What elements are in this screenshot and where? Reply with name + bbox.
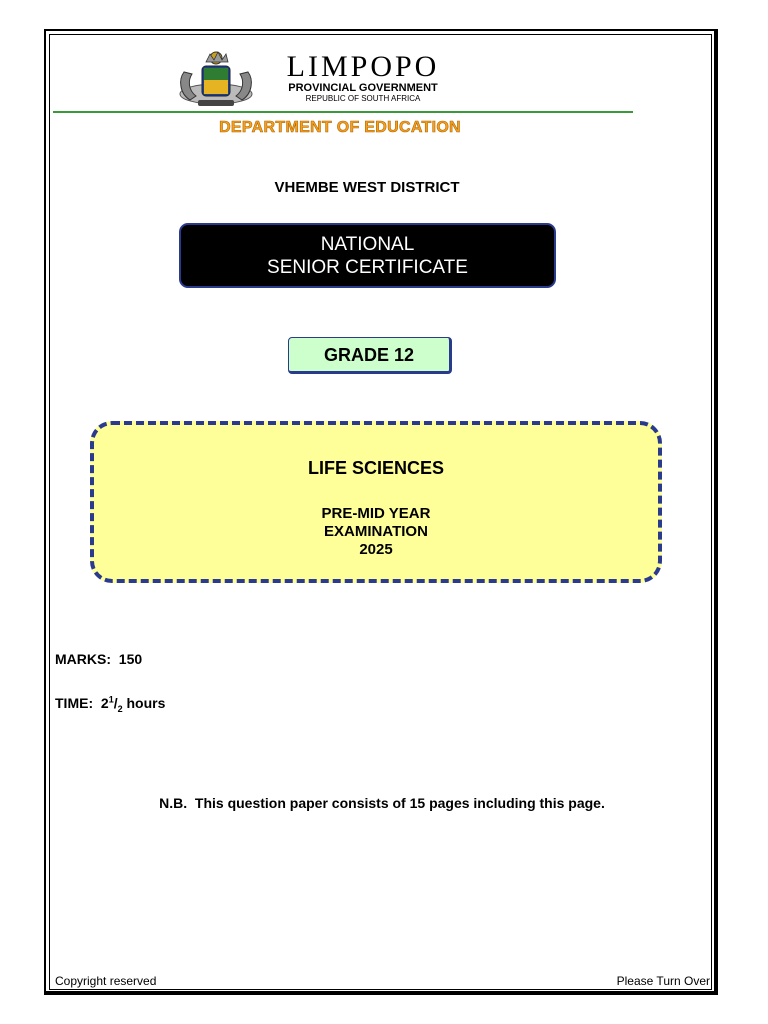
- marks-line: [55, 650, 142, 668]
- time-numerator: 1: [108, 694, 114, 705]
- certificate-line-2: SENIOR CERTIFICATE: [267, 257, 468, 278]
- provincial-government-text: PROVINCIAL GOVERNMENT: [288, 82, 438, 94]
- certificate-line-1: NATIONAL: [320, 234, 415, 255]
- time-whole: 2: [100, 695, 109, 711]
- district-title: VHEMBE WEST DISTRICT: [274, 179, 460, 196]
- subject-box: [90, 421, 662, 583]
- time-unit: hours: [126, 695, 166, 711]
- grade-box: GRADE 12: [288, 337, 452, 374]
- coat-of-arms-icon: [176, 50, 256, 110]
- time-denominator: 2: [117, 703, 123, 714]
- exam-line-2: EXAMINATION: [324, 523, 428, 540]
- department-title: DEPARTMENT OF EDUCATION: [219, 119, 461, 136]
- footer-copyright: Copyright reserved: [55, 974, 157, 988]
- subject-name: LIFE SCIENCES: [307, 458, 445, 478]
- header-green-rule: [53, 111, 633, 113]
- exam-line-1: PRE-MID YEAR: [321, 505, 431, 522]
- page-count-note: N.B. This question paper consists of 15 pages including this page.: [159, 795, 605, 811]
- time-slash: /: [113, 695, 118, 711]
- exam-year: 2025: [359, 541, 393, 558]
- limpopo-logo-word: LIMPOPO: [286, 50, 440, 83]
- certificate-box: [179, 223, 556, 288]
- marks-value: 150: [118, 651, 143, 667]
- footer-turn-over: Please Turn Over: [616, 974, 710, 988]
- exam-details: [94, 505, 658, 559]
- time-line: [55, 694, 165, 712]
- marks-label: MARKS:: [55, 651, 111, 667]
- time-label: TIME:: [55, 695, 94, 711]
- country-text: REPUBLIC OF SOUTH AFRICA: [305, 94, 421, 103]
